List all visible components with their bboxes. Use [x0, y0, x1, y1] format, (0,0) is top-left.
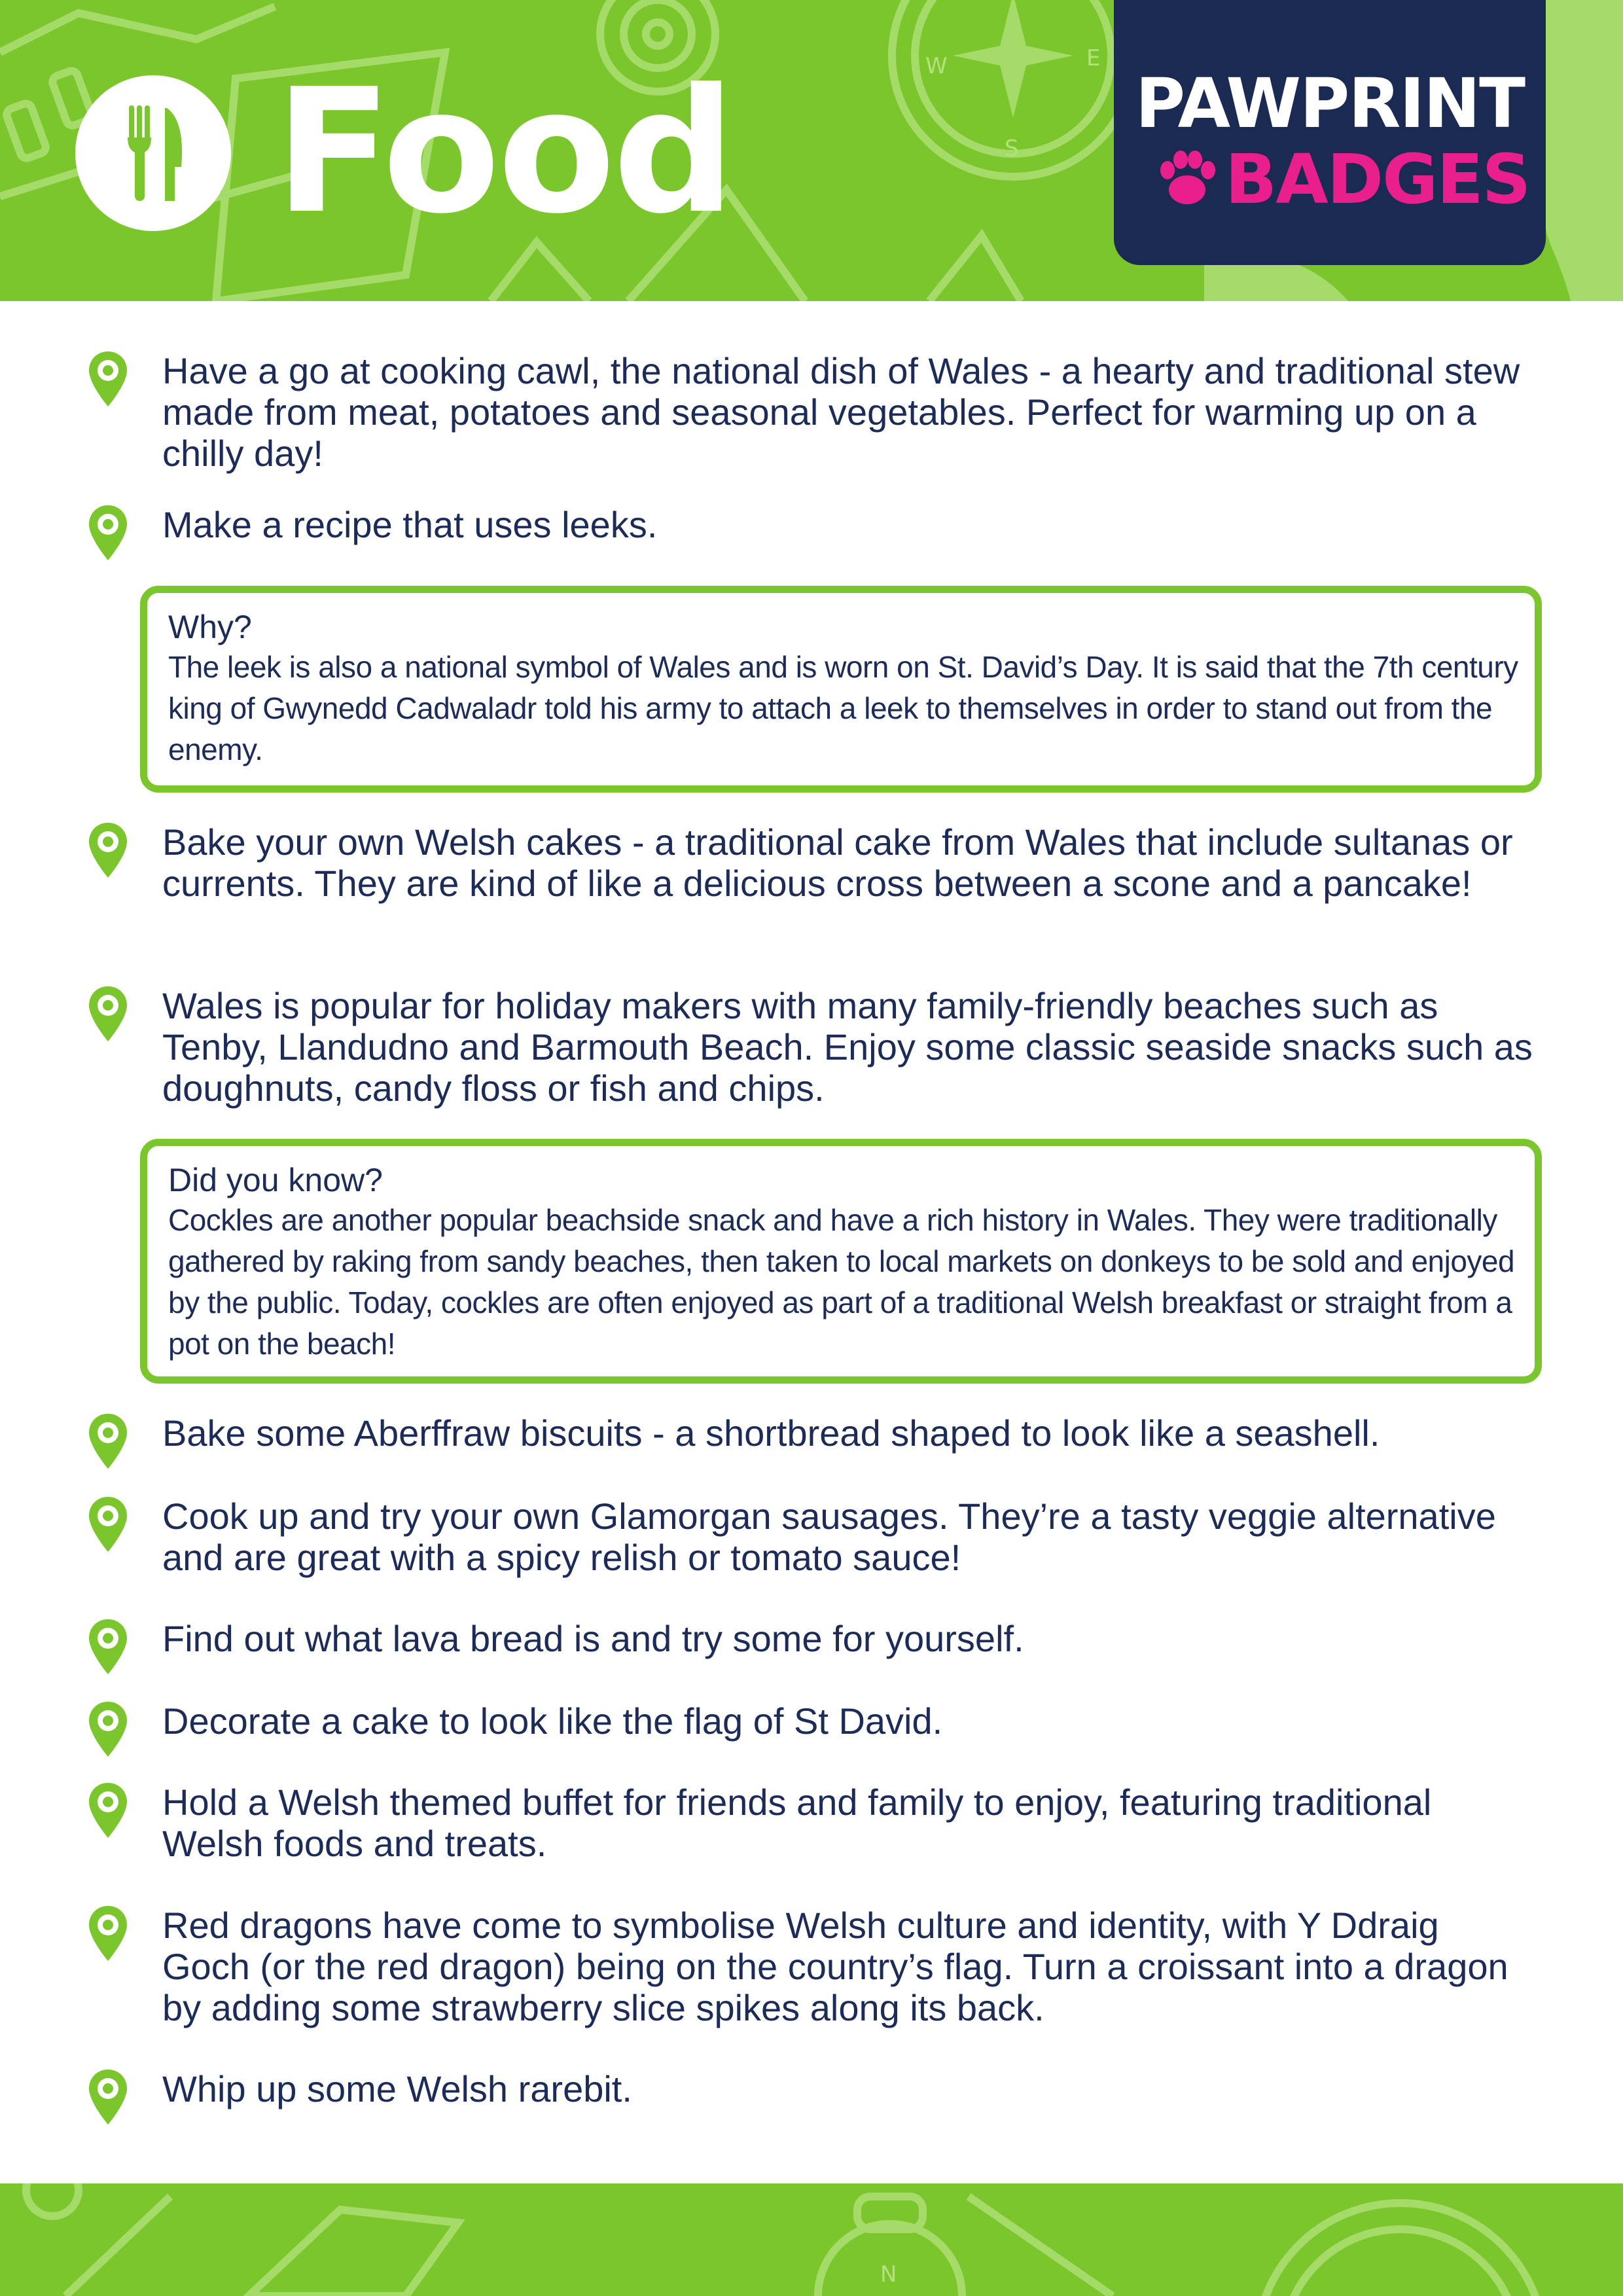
item-text: Decorate a cake to look like the flag of St David. [162, 1700, 943, 1742]
item-text: Bake some Aberffraw biscuits - a shortbread shaped to look like a seashell. [162, 1412, 1380, 1454]
decorative-pattern [0, 2183, 1623, 2296]
item-text: Find out what lava bread is and try some for yourself. [162, 1618, 1024, 1659]
why-callout-box [140, 586, 1542, 793]
svg-text:S: S [1005, 135, 1019, 162]
callout-text: Cockles are another popular beachside snack and have a rich history in Wales. They were traditionally gathered by raking from sandy beaches, then taken to local markets on donkeys to be sold and enjoyed by the public. Today, cockles are often enjoyed as part of a traditional Welsh breakfast or straight from a pot on the beach! [168, 1203, 1515, 1361]
location-pin-icon [88, 1700, 128, 1759]
location-pin-icon [88, 504, 128, 563]
item-text: Red dragons have come to symbolise Welsh culture and identity, with Y Ddraig Goch (or the red dragon) being on the country’s flag. Turn a croissant into a dragon by adding some strawberry slice spikes along its back. [162, 1905, 1508, 2028]
item-text: Wales is popular for holiday makers with many family-friendly beaches such as Tenby, Llandudno and Barmouth Beach. Enjoy some classic seaside snacks such as doughnuts, candy floss or fish and chips. [162, 985, 1533, 1109]
location-pin-icon [88, 1618, 128, 1677]
header-banner [0, 0, 1623, 301]
item-text: Hold a Welsh themed buffet for friends and family to enjoy, featuring traditional Welsh foods and treats. [162, 1782, 1432, 1864]
location-pin-icon [88, 1496, 128, 1554]
svg-text:N: N [880, 2261, 897, 2287]
paw-icon [1154, 151, 1220, 209]
location-pin-icon [88, 2068, 128, 2127]
footer-banner [0, 2183, 1623, 2296]
location-pin-icon [88, 985, 128, 1044]
svg-text:E: E [1086, 45, 1101, 71]
callout-title: Why? [168, 609, 252, 645]
callout-title: Did you know? [168, 1162, 383, 1198]
location-pin-icon [88, 1782, 128, 1840]
page-title: Food [275, 52, 733, 251]
callout-text: The leek is also a national symbol of Wales and is worn on St. David’s Day. It is said that the 7th century king of Gwynedd Cadwaladr told his army to attach a leek to themselves in order to stand out from the enemy. [168, 650, 1518, 766]
item-text: Whip up some Welsh rarebit. [162, 2068, 632, 2109]
location-pin-icon [88, 1905, 128, 1964]
cutlery-icon [75, 75, 231, 231]
item-text: Cook up and try your own Glamorgan sausages. They’re a tasty veggie alternative and are great with a spicy relish or tomato sauce! [162, 1496, 1496, 1578]
logo-wordmark-bottom: BADGES [1225, 139, 1530, 219]
svg-text:W: W [925, 53, 948, 79]
did-you-know-callout-box [140, 1139, 1542, 1384]
item-text: Make a recipe that uses leeks. [162, 504, 658, 545]
location-pin-icon [88, 821, 128, 880]
item-text: Bake your own Welsh cakes - a traditional cake from Wales that include sultanas or currents. They are kind of like a delicious cross between a scone and a pancake! [162, 821, 1513, 904]
location-pin-icon [88, 350, 128, 409]
pawprint-badges-logo [1114, 0, 1546, 265]
item-text: Have a go at cooking cawl, the national dish of Wales - a hearty and traditional stew made from meat, potatoes and seasonal vegetables. Perfect for warming up on a chilly day! [162, 350, 1520, 474]
location-pin-icon [88, 1412, 128, 1471]
logo-wordmark-top: PAWPRINT [1135, 63, 1525, 143]
